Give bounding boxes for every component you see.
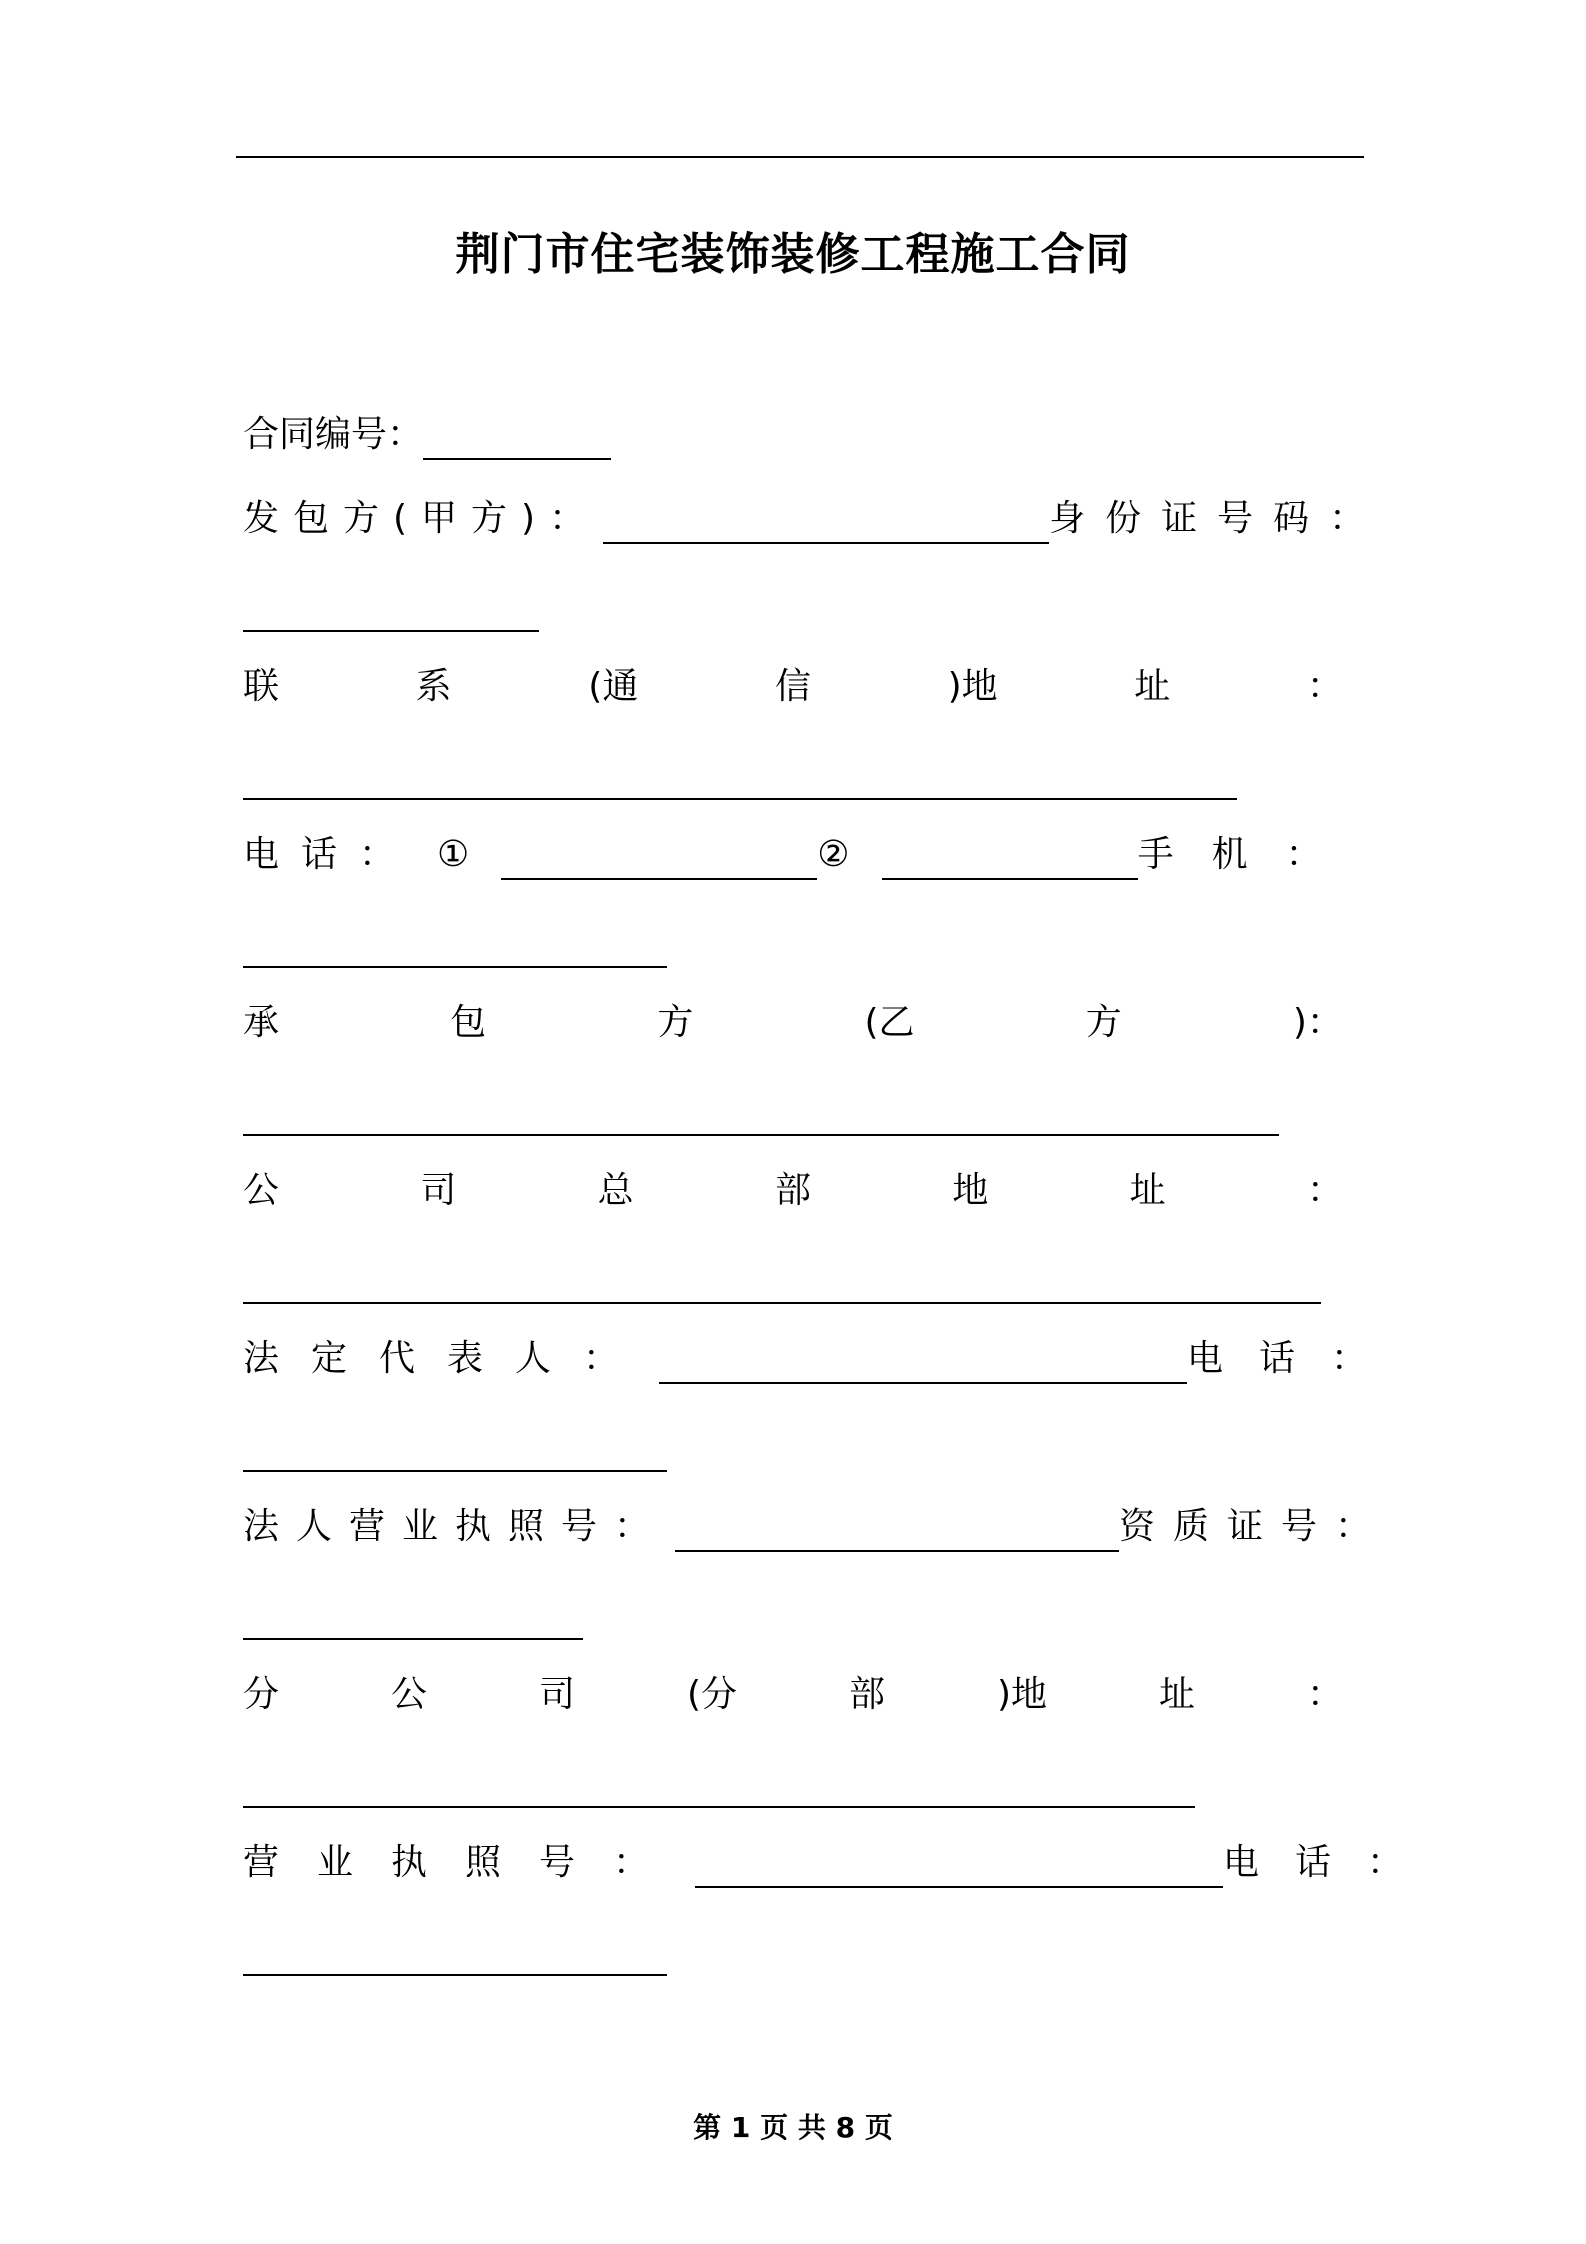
legal-rep-phone-label: 电话： (1187, 1338, 1404, 1379)
contact-addr-part: 系 (415, 666, 452, 707)
branch-license-row (243, 1838, 1440, 1888)
document-title: 荆门市住宅装饰装修工程施工合同 (455, 229, 1131, 280)
page-footer: 第 1 页 共 8 页 (693, 2111, 893, 2144)
id-no-label: 身份证号码： (1049, 498, 1386, 539)
contact-addr-part: 联 (243, 666, 280, 707)
party-b-part: )： (1292, 1002, 1343, 1043)
phone-label: 电话： (243, 834, 418, 875)
contract-no-row (243, 410, 611, 460)
branch-addr-part: 部 (848, 1674, 885, 1715)
mobile-blank[interactable] (243, 966, 667, 968)
contact-addr-part: ： (1306, 666, 1343, 707)
branch-phone-blank[interactable] (243, 1974, 667, 1976)
party-a-blank[interactable] (603, 504, 1049, 544)
hq-addr-part: 总 (597, 1170, 634, 1211)
branch-addr-part: (分 (686, 1674, 737, 1715)
party-b-part: (乙 (864, 1002, 915, 1043)
branch-phone-label: 电话： (1223, 1842, 1440, 1883)
party-b-part: 方 (657, 1002, 694, 1043)
phone-1-marker: ① (437, 834, 470, 875)
license-no-blank[interactable] (675, 1512, 1119, 1552)
qualification-no-label: 资质证号： (1119, 1506, 1390, 1547)
party-b-part: 方 (1085, 1002, 1122, 1043)
legal-rep-label: 法定代表人： (243, 1338, 652, 1379)
party-a-row (243, 494, 1385, 544)
hq-addr-part: 司 (420, 1170, 457, 1211)
branch-addr-part: 址 (1158, 1674, 1195, 1715)
party-b-part: 包 (450, 1002, 487, 1043)
mobile-label: 手机： (1137, 834, 1360, 875)
branch-addr-part: 公 (390, 1674, 427, 1715)
legal-rep-phone-blank[interactable] (243, 1470, 667, 1472)
party-b-row (243, 998, 1343, 1048)
branch-license-blank[interactable] (695, 1848, 1223, 1888)
contact-addr-part: 址 (1134, 666, 1171, 707)
contact-addr-part: 信 (774, 666, 811, 707)
contact-addr-part: (通 (588, 666, 639, 707)
license-row (243, 1502, 1390, 1552)
branch-address-row (243, 1670, 1343, 1720)
phone-2-marker: ② (817, 834, 850, 875)
branch-license-label: 营业执照号： (243, 1842, 688, 1883)
phone-1-blank[interactable] (501, 840, 817, 880)
legal-rep-row (243, 1334, 1404, 1384)
contact-address-blank[interactable] (243, 798, 1237, 800)
branch-address-blank[interactable] (243, 1806, 1195, 1808)
header-rule (236, 156, 1364, 158)
legal-rep-blank[interactable] (659, 1344, 1187, 1384)
hq-addr-part: 部 (774, 1170, 811, 1211)
qualification-no-blank[interactable] (243, 1638, 583, 1640)
party-b-blank[interactable] (243, 1134, 1279, 1136)
hq-address-row (243, 1166, 1343, 1216)
license-no-label: 法人营业执照号： (243, 1506, 668, 1547)
id-no-blank[interactable] (243, 630, 539, 632)
contact-address-row (243, 662, 1343, 712)
hq-addr-part: 地 (952, 1170, 989, 1211)
hq-addr-part: 公 (243, 1170, 280, 1211)
branch-addr-part: ： (1306, 1674, 1343, 1715)
branch-addr-part: )地 (996, 1674, 1047, 1715)
phone-2-blank[interactable] (882, 840, 1138, 880)
hq-addr-part: ： (1306, 1170, 1343, 1211)
hq-address-blank[interactable] (243, 1302, 1321, 1304)
party-b-part: 承 (243, 1002, 280, 1043)
contract-no-blank[interactable] (423, 420, 611, 460)
contract-no-label: 合同编号： (243, 414, 424, 455)
branch-addr-part: 分 (243, 1674, 280, 1715)
contact-addr-part: )地 (947, 666, 998, 707)
hq-addr-part: 址 (1129, 1170, 1166, 1211)
phone-row (243, 830, 1360, 880)
party-a-label: 发包方(甲方)： (243, 498, 600, 539)
branch-addr-part: 司 (538, 1674, 575, 1715)
